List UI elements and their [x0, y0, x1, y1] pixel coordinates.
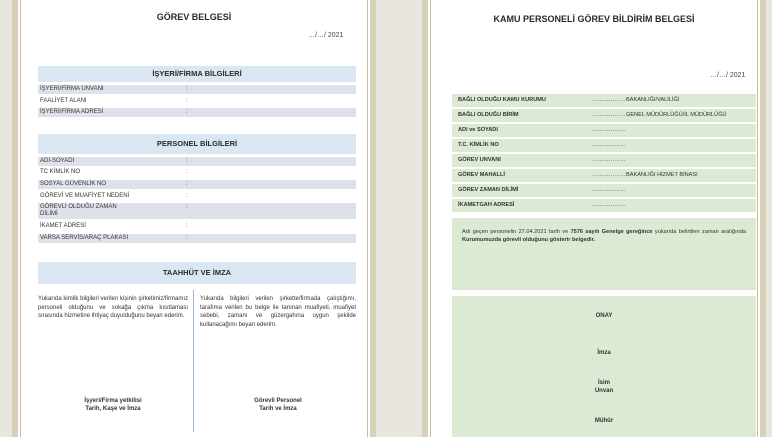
- statement-part: yukarıda belirtilen zaman aralığında: [652, 229, 746, 235]
- form-row: [38, 108, 356, 117]
- form-row: [452, 169, 756, 182]
- field-colon: :: [186, 98, 188, 104]
- field-colon: :: [186, 204, 188, 210]
- name-label: İsim: [597, 380, 610, 386]
- field-value: GENEL MÜDÜRLÜĞÜ/İL MÜDÜRLÜĞÜ: [626, 112, 727, 118]
- field-colon: :: [186, 223, 188, 229]
- form-row: [38, 97, 356, 106]
- field-dots: ………………: [592, 127, 626, 133]
- title-label: Unvan: [594, 388, 614, 394]
- form-row: [38, 157, 356, 166]
- field-label: İŞYERİ/FİRMA ADRESİ: [40, 109, 104, 115]
- document-title: GÖREV BELGESİ: [156, 12, 232, 22]
- field-label: İKAMETGAH ADRESİ: [458, 202, 515, 208]
- statement-bold-part: Kurumumuzda görevli olduğunu gösterir belgedir.: [462, 237, 596, 244]
- field-value: BAKANLIĞI/VALİLİĞİ: [626, 97, 680, 103]
- column-divider: [193, 290, 194, 432]
- gorev-belgesi-document: [12, 0, 376, 437]
- form-row: [452, 124, 756, 137]
- field-colon: :: [186, 158, 188, 164]
- section-heading-personnel: PERSONEL BİLGİLERİ: [38, 134, 356, 154]
- form-row: [38, 203, 356, 219]
- field-label: BAĞLI OLDUĞU KAMU KURUMU: [458, 97, 546, 103]
- field-dots: ………………: [592, 172, 626, 178]
- statement-text: [462, 228, 746, 245]
- field-label: TC KİMLİK NO: [40, 169, 81, 175]
- signature-subtitle: Tarih, Kaşe ve İmza: [85, 406, 141, 412]
- pledge-text-employee: Yukarıda bilgileri verilen şirkette/firmada çalıştığımı, tarafıma verilen bu belge ile tanınan muafiyeti, muafiyet sebebi, zamanı ve güzergahına uygun şekilde kullanacağımı beyan ederim.: [200, 296, 356, 328]
- signature-subtitle: Tarih ve İmza: [259, 406, 297, 412]
- kamu-personeli-document: [422, 0, 766, 437]
- field-dots: ………………: [592, 142, 626, 148]
- field-label: GÖREV MAHALLİ: [458, 172, 505, 178]
- document-date: …/…/ 2021: [710, 72, 746, 79]
- seal-label: Mühür: [594, 418, 614, 424]
- document-title: KAMU PERSONELİ GÖREV BİLDİRİM BELGESİ: [493, 14, 695, 24]
- field-label: T.C. KİMLİK NO: [458, 142, 499, 148]
- form-row: [452, 154, 756, 167]
- pledge-text-employer: Yukarıda kimlik bilgileri verilen kişinin şirketimiz/firmamız personeli olduğunu ve sokağa çıkma kısıtlaması sırasında hizmetine ihtiyaç duyulduğunu beyan ederim.: [38, 296, 188, 320]
- field-label: ADI-SOYADI: [40, 158, 75, 164]
- field-dots: ………………: [592, 202, 626, 208]
- form-row: [452, 94, 756, 107]
- field-colon: :: [186, 86, 188, 92]
- field-colon: :: [186, 169, 188, 175]
- form-row: [38, 85, 356, 94]
- field-label: GÖREVİ VE MUAFİYET NEDENİ: [40, 193, 130, 199]
- field-label: GÖREV ZAMAN DİLİMİ: [458, 187, 519, 193]
- employee-signature-block: [200, 397, 356, 413]
- section-heading-pledge: TAAHHÜT VE İMZA: [38, 262, 356, 284]
- approval-heading: ONAY: [595, 313, 613, 319]
- field-dots: ………………: [592, 187, 626, 193]
- field-label: VARSA SERVİS/ARAÇ PLAKASI: [40, 235, 129, 241]
- form-row: [452, 139, 756, 152]
- field-colon: :: [186, 235, 188, 241]
- signature-title: İşyeri/Firma yetkilisi: [84, 398, 142, 404]
- signature-title: Görevli Personel: [254, 398, 302, 404]
- employer-signature-block: [38, 397, 188, 413]
- field-colon: :: [186, 193, 188, 199]
- field-label: FAALİYET ALANI: [40, 98, 87, 104]
- field-dots: ………………: [592, 157, 626, 163]
- form-row: [38, 234, 356, 243]
- statement-part: Adı geçen personelin 27.04.2021 tarih ve: [462, 229, 571, 235]
- field-label: ADI ve SOYADI: [458, 127, 498, 133]
- form-row: [452, 184, 756, 197]
- field-value: BAKANLIĞI HİZMET BİNASI: [626, 172, 698, 178]
- statement-bold-part: 7576 sayılı Genelge gereğince: [570, 229, 653, 235]
- form-row: [452, 199, 756, 212]
- section-heading-firm: İŞYERİ/FİRMA BİLGİLERİ: [38, 66, 356, 82]
- field-dots: ………………: [592, 112, 626, 118]
- field-label: GÖREV UNVANI: [458, 157, 501, 163]
- document-date: …/…/ 2021: [308, 32, 344, 39]
- form-row: [38, 222, 356, 231]
- form-row: [38, 180, 356, 189]
- field-dots: ………………: [592, 97, 626, 103]
- field-label: BAĞLI OLDUĞU BİRİM: [458, 112, 519, 118]
- field-label: İŞYERİ/FİRMA UNVANI: [40, 86, 104, 92]
- field-label: SOSYAL GÜVENLİK NO: [40, 181, 107, 187]
- field-colon: :: [186, 181, 188, 187]
- form-row: [38, 192, 356, 201]
- field-label: İKAMET ADRESİ: [40, 223, 86, 229]
- field-colon: :: [186, 109, 188, 115]
- form-row: [452, 109, 756, 122]
- signature-label: İmza: [597, 350, 611, 356]
- form-row: [38, 168, 356, 177]
- field-label: GÖREVLİ OLDUĞU ZAMAN DİLİMİ: [40, 204, 117, 217]
